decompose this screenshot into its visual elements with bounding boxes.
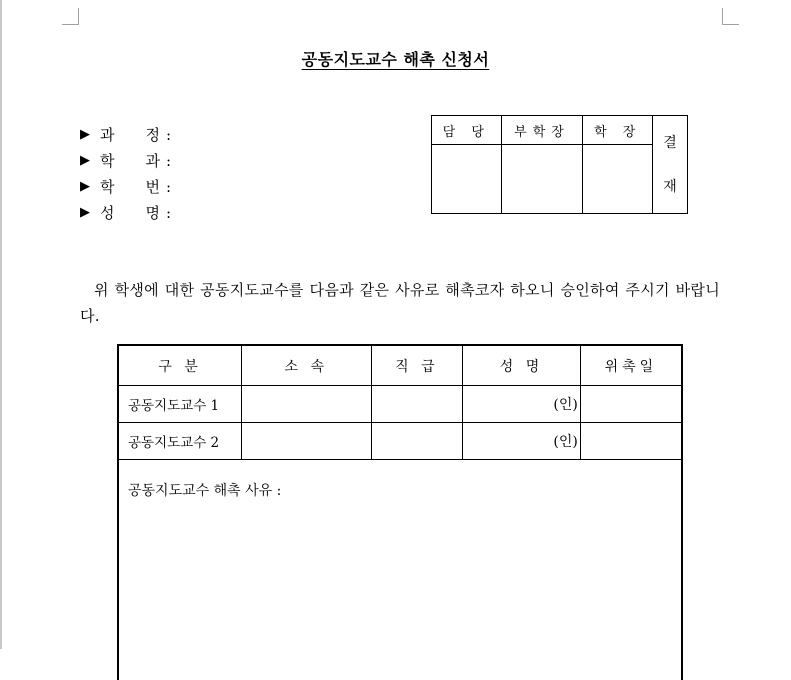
- request-statement: 위 학생에 대한 공동지도교수를 다음과 같은 사유로 해촉코자 하오니 승인하여 주시기 바랍니다.: [80, 277, 720, 329]
- arrow-marker-icon: ▶: [80, 122, 100, 148]
- document-title-text: 공동지도교수 해촉 신청서: [302, 50, 490, 69]
- row-rank-cell[interactable]: [371, 386, 463, 423]
- dismissal-reason-cell[interactable]: [118, 460, 682, 680]
- approval-side-label: [653, 116, 688, 214]
- margin-corner-top-left: [62, 8, 79, 25]
- row-seal-cell[interactable]: (인): [463, 386, 581, 423]
- field-course: [80, 122, 171, 148]
- field-name-colon: :: [166, 200, 171, 226]
- document-title: [0, 47, 791, 70]
- margin-corner-top-right: [722, 8, 739, 25]
- field-name: [80, 200, 171, 226]
- applicant-fields: [80, 122, 171, 226]
- field-course-label-a: 과: [100, 122, 115, 148]
- arrow-marker-icon: ▶: [80, 174, 100, 200]
- row-affiliation-cell[interactable]: [242, 423, 372, 460]
- field-student-id-label: [100, 174, 160, 200]
- field-name-label-a: 성: [100, 200, 115, 226]
- field-student-id: [80, 174, 171, 200]
- approval-sign-vice-dean[interactable]: [501, 145, 583, 214]
- approval-side-top: 결: [663, 135, 677, 151]
- row-appointment-date-cell[interactable]: [580, 423, 682, 460]
- field-course-colon: :: [166, 122, 171, 148]
- field-department-label-b: 과: [146, 148, 161, 174]
- approval-header-vice-dean: 부학장: [501, 116, 583, 145]
- header-rank: 직 급: [371, 345, 463, 386]
- table-row: [118, 423, 682, 460]
- arrow-marker-icon: ▶: [80, 148, 100, 174]
- row-affiliation-cell[interactable]: [242, 386, 372, 423]
- approval-side-bottom: 재: [663, 179, 677, 195]
- approval-header-dean: 학 장: [583, 116, 653, 145]
- field-department-colon: :: [166, 148, 171, 174]
- field-name-label: [100, 200, 160, 226]
- field-department: [80, 148, 171, 174]
- header-name: 성 명: [463, 345, 581, 386]
- field-department-label: [100, 148, 160, 174]
- advisor-table: [117, 344, 683, 680]
- approval-table: [431, 115, 688, 214]
- header-category: 구 분: [118, 345, 242, 386]
- row-rank-cell[interactable]: [371, 423, 463, 460]
- approval-sign-dean[interactable]: [583, 145, 653, 214]
- field-student-id-colon: :: [166, 174, 171, 200]
- approval-header-staff: 담 당: [432, 116, 502, 145]
- table-row: [118, 386, 682, 423]
- advisor-table-header: [118, 345, 682, 386]
- page-edge: [0, 0, 2, 649]
- field-course-label-b: 정: [146, 122, 161, 148]
- approval-sign-staff[interactable]: [432, 145, 502, 214]
- header-affiliation: 소 속: [242, 345, 372, 386]
- dismissal-reason-label: 공동지도교수 해촉 사유 :: [128, 483, 281, 499]
- field-department-label-a: 학: [100, 148, 115, 174]
- arrow-marker-icon: ▶: [80, 200, 100, 226]
- row-advisor-label: 공동지도교수 1: [118, 386, 242, 423]
- field-course-label: [100, 122, 160, 148]
- row-seal-cell[interactable]: (인): [463, 423, 581, 460]
- header-appointment-date: 위촉일: [580, 345, 682, 386]
- row-appointment-date-cell[interactable]: [580, 386, 682, 423]
- field-student-id-label-b: 번: [146, 174, 161, 200]
- row-advisor-label: 공동지도교수 2: [118, 423, 242, 460]
- field-name-label-b: 명: [146, 200, 161, 226]
- field-student-id-label-a: 학: [100, 174, 115, 200]
